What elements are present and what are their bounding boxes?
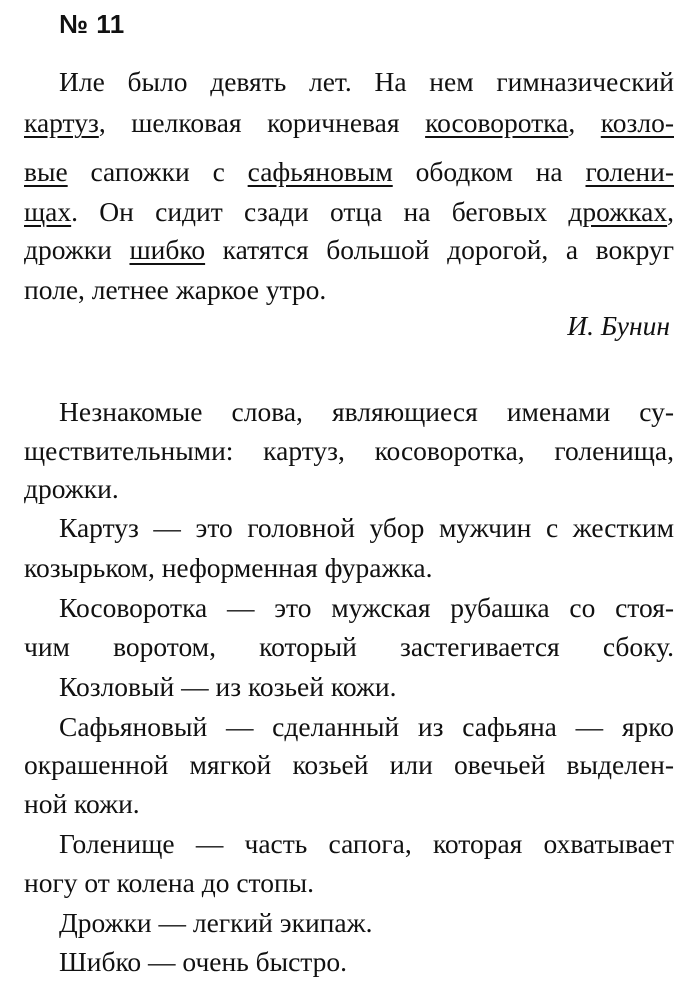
underlined-word: голени- — [585, 156, 674, 187]
excerpt-text: Иле было девять лет. На нем гимназический — [59, 66, 674, 97]
explanation-line: Косоворотка — это мужская рубашка со стоя- — [59, 592, 674, 623]
underlined-word: шибко — [129, 234, 206, 265]
explanation-line: ществительными: картуз, косоворотка, голенища, — [24, 435, 674, 466]
author-signature: И. Бунин — [567, 310, 670, 341]
excerpt-text: , — [667, 196, 674, 227]
underlined-word: вые — [24, 156, 68, 187]
excerpt-line-4 — [24, 192, 674, 232]
explanation-line: Дрожки — легкий экипаж. — [59, 907, 373, 938]
explanation-line: Сафьяновый — сделанный из сафьяна — ярко — [59, 711, 674, 742]
excerpt-text: поле, летнее жаркое утро. — [24, 274, 327, 305]
explanation-line: чим воротом, который застегивается сбоку. — [24, 631, 674, 662]
excerpt-text: , шелковая коричневая — [98, 107, 426, 138]
underlined-word: козло- — [600, 107, 674, 138]
excerpt-line-2 — [24, 103, 674, 143]
underlined-word: косоворотка — [425, 107, 569, 138]
explanation-line: Картуз — это головной убор мужчин с жестким — [59, 512, 674, 543]
excerpt-text: , — [568, 107, 601, 138]
underlined-word: щах — [24, 196, 72, 227]
explanation-line: окрашенной мягкой козьей или овечьей выделен- — [24, 749, 674, 780]
task-number: № 11 — [59, 9, 125, 39]
explanation-line: дрожки. — [24, 473, 119, 504]
excerpt-text: дрожки — [24, 234, 130, 265]
excerpt-text: ободком на — [392, 156, 586, 187]
explanation-line: ногу от колена до стопы. — [24, 867, 315, 898]
underlined-word: дрожках — [568, 196, 668, 227]
excerpt-text: . Он сидит сзади отца на беговых — [71, 196, 569, 227]
explanation-line: Козловый — из козьей кожи. — [59, 671, 397, 702]
excerpt-line-6 — [24, 270, 674, 310]
excerpt-text: катятся большой дорогой, а вокруг — [205, 234, 674, 265]
explanation-line: ной кожи. — [24, 788, 140, 819]
underlined-word: картуз — [24, 107, 99, 138]
explanation-line: Незнакомые слова, являющиеся именами су- — [59, 396, 674, 427]
excerpt-line-1 — [59, 62, 674, 102]
underlined-word: сафьяновым — [247, 156, 393, 187]
explanation-line: козырьком, неформенная фуражка. — [24, 552, 433, 583]
explanation-line: Шибко — очень быстро. — [59, 946, 348, 977]
explanation-line: Голенище — часть сапога, которая охватывает — [59, 828, 674, 859]
excerpt-line-5 — [24, 230, 674, 270]
excerpt-text: сапожки с — [67, 156, 248, 187]
excerpt-line-3 — [24, 152, 674, 192]
